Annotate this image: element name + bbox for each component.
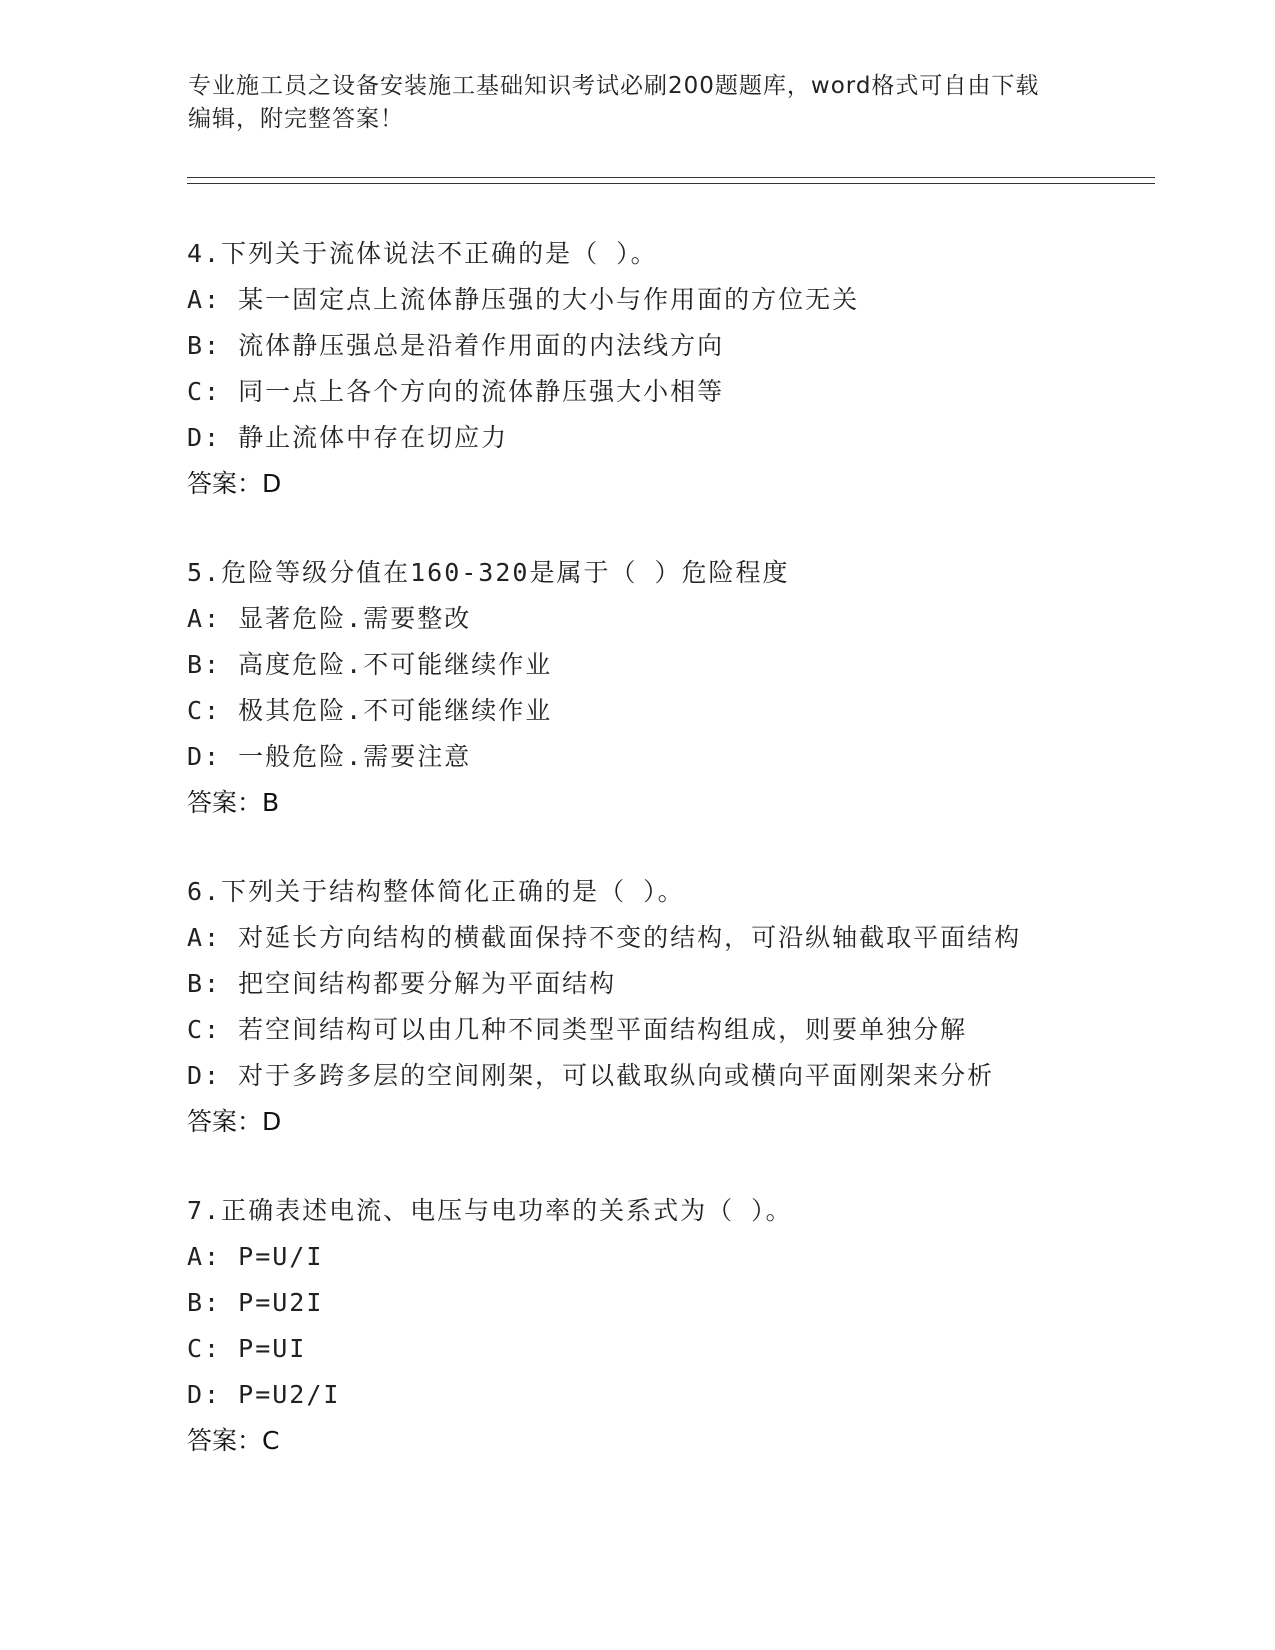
option-c: C: 同一点上各个方向的流体静压强大小相等 bbox=[187, 377, 725, 406]
answer: 答案：B bbox=[187, 788, 280, 817]
answer: 答案：D bbox=[187, 469, 282, 498]
question-spacer bbox=[187, 507, 1187, 550]
question-stem: 6.下列关于结构整体简化正确的是（ ）。 bbox=[187, 877, 685, 906]
option-d: D: P=U2/I bbox=[187, 1380, 341, 1409]
header-divider bbox=[187, 177, 1155, 184]
option-b: B: 把空间结构都要分解为平面结构 bbox=[187, 969, 617, 998]
header-title-line-1: 专业施工员之设备安装施工基础知识考试必刷200题题库，word格式可自由下载 bbox=[188, 73, 1040, 99]
option-a: A: 对延长方向结构的横截面保持不变的结构，可沿纵轴截取平面结构 bbox=[187, 923, 1022, 952]
question-5 bbox=[187, 550, 1187, 826]
option-c: C: P=UI bbox=[187, 1334, 307, 1363]
question-list bbox=[187, 231, 1187, 1464]
option-b: B: 流体静压强总是沿着作用面的内法线方向 bbox=[187, 331, 725, 360]
question-spacer bbox=[187, 826, 1187, 869]
option-c: C: 极其危险.不可能继续作业 bbox=[187, 696, 553, 725]
option-a: A: P=U/I bbox=[187, 1242, 324, 1271]
answer: 答案：D bbox=[187, 1107, 282, 1136]
document-header bbox=[188, 70, 1088, 136]
option-d: D: 静止流体中存在切应力 bbox=[187, 423, 509, 452]
answer: 答案：C bbox=[187, 1426, 280, 1455]
question-stem: 5.危险等级分值在160-320是属于（ ）危险程度 bbox=[187, 558, 790, 587]
question-7 bbox=[187, 1188, 1187, 1464]
option-d: D: 对于多跨多层的空间刚架，可以截取纵向或横向平面刚架来分析 bbox=[187, 1061, 995, 1090]
option-a: A: 显著危险.需要整改 bbox=[187, 604, 472, 633]
header-title-line-2: 编辑，附完整答案！ bbox=[188, 106, 404, 132]
question-spacer bbox=[187, 1145, 1187, 1188]
question-4 bbox=[187, 231, 1187, 507]
option-b: B: P=U2I bbox=[187, 1288, 324, 1317]
question-stem: 7.正确表述电流、电压与电功率的关系式为（ ）。 bbox=[187, 1196, 793, 1225]
option-b: B: 高度危险.不可能继续作业 bbox=[187, 650, 553, 679]
option-a: A: 某一固定点上流体静压强的大小与作用面的方位无关 bbox=[187, 285, 860, 314]
option-d: D: 一般危险.需要注意 bbox=[187, 742, 472, 771]
question-6 bbox=[187, 869, 1187, 1145]
option-c: C: 若空间结构可以由几种不同类型平面结构组成，则要单独分解 bbox=[187, 1015, 968, 1044]
question-stem: 4.下列关于流体说法不正确的是（ ）。 bbox=[187, 239, 658, 268]
